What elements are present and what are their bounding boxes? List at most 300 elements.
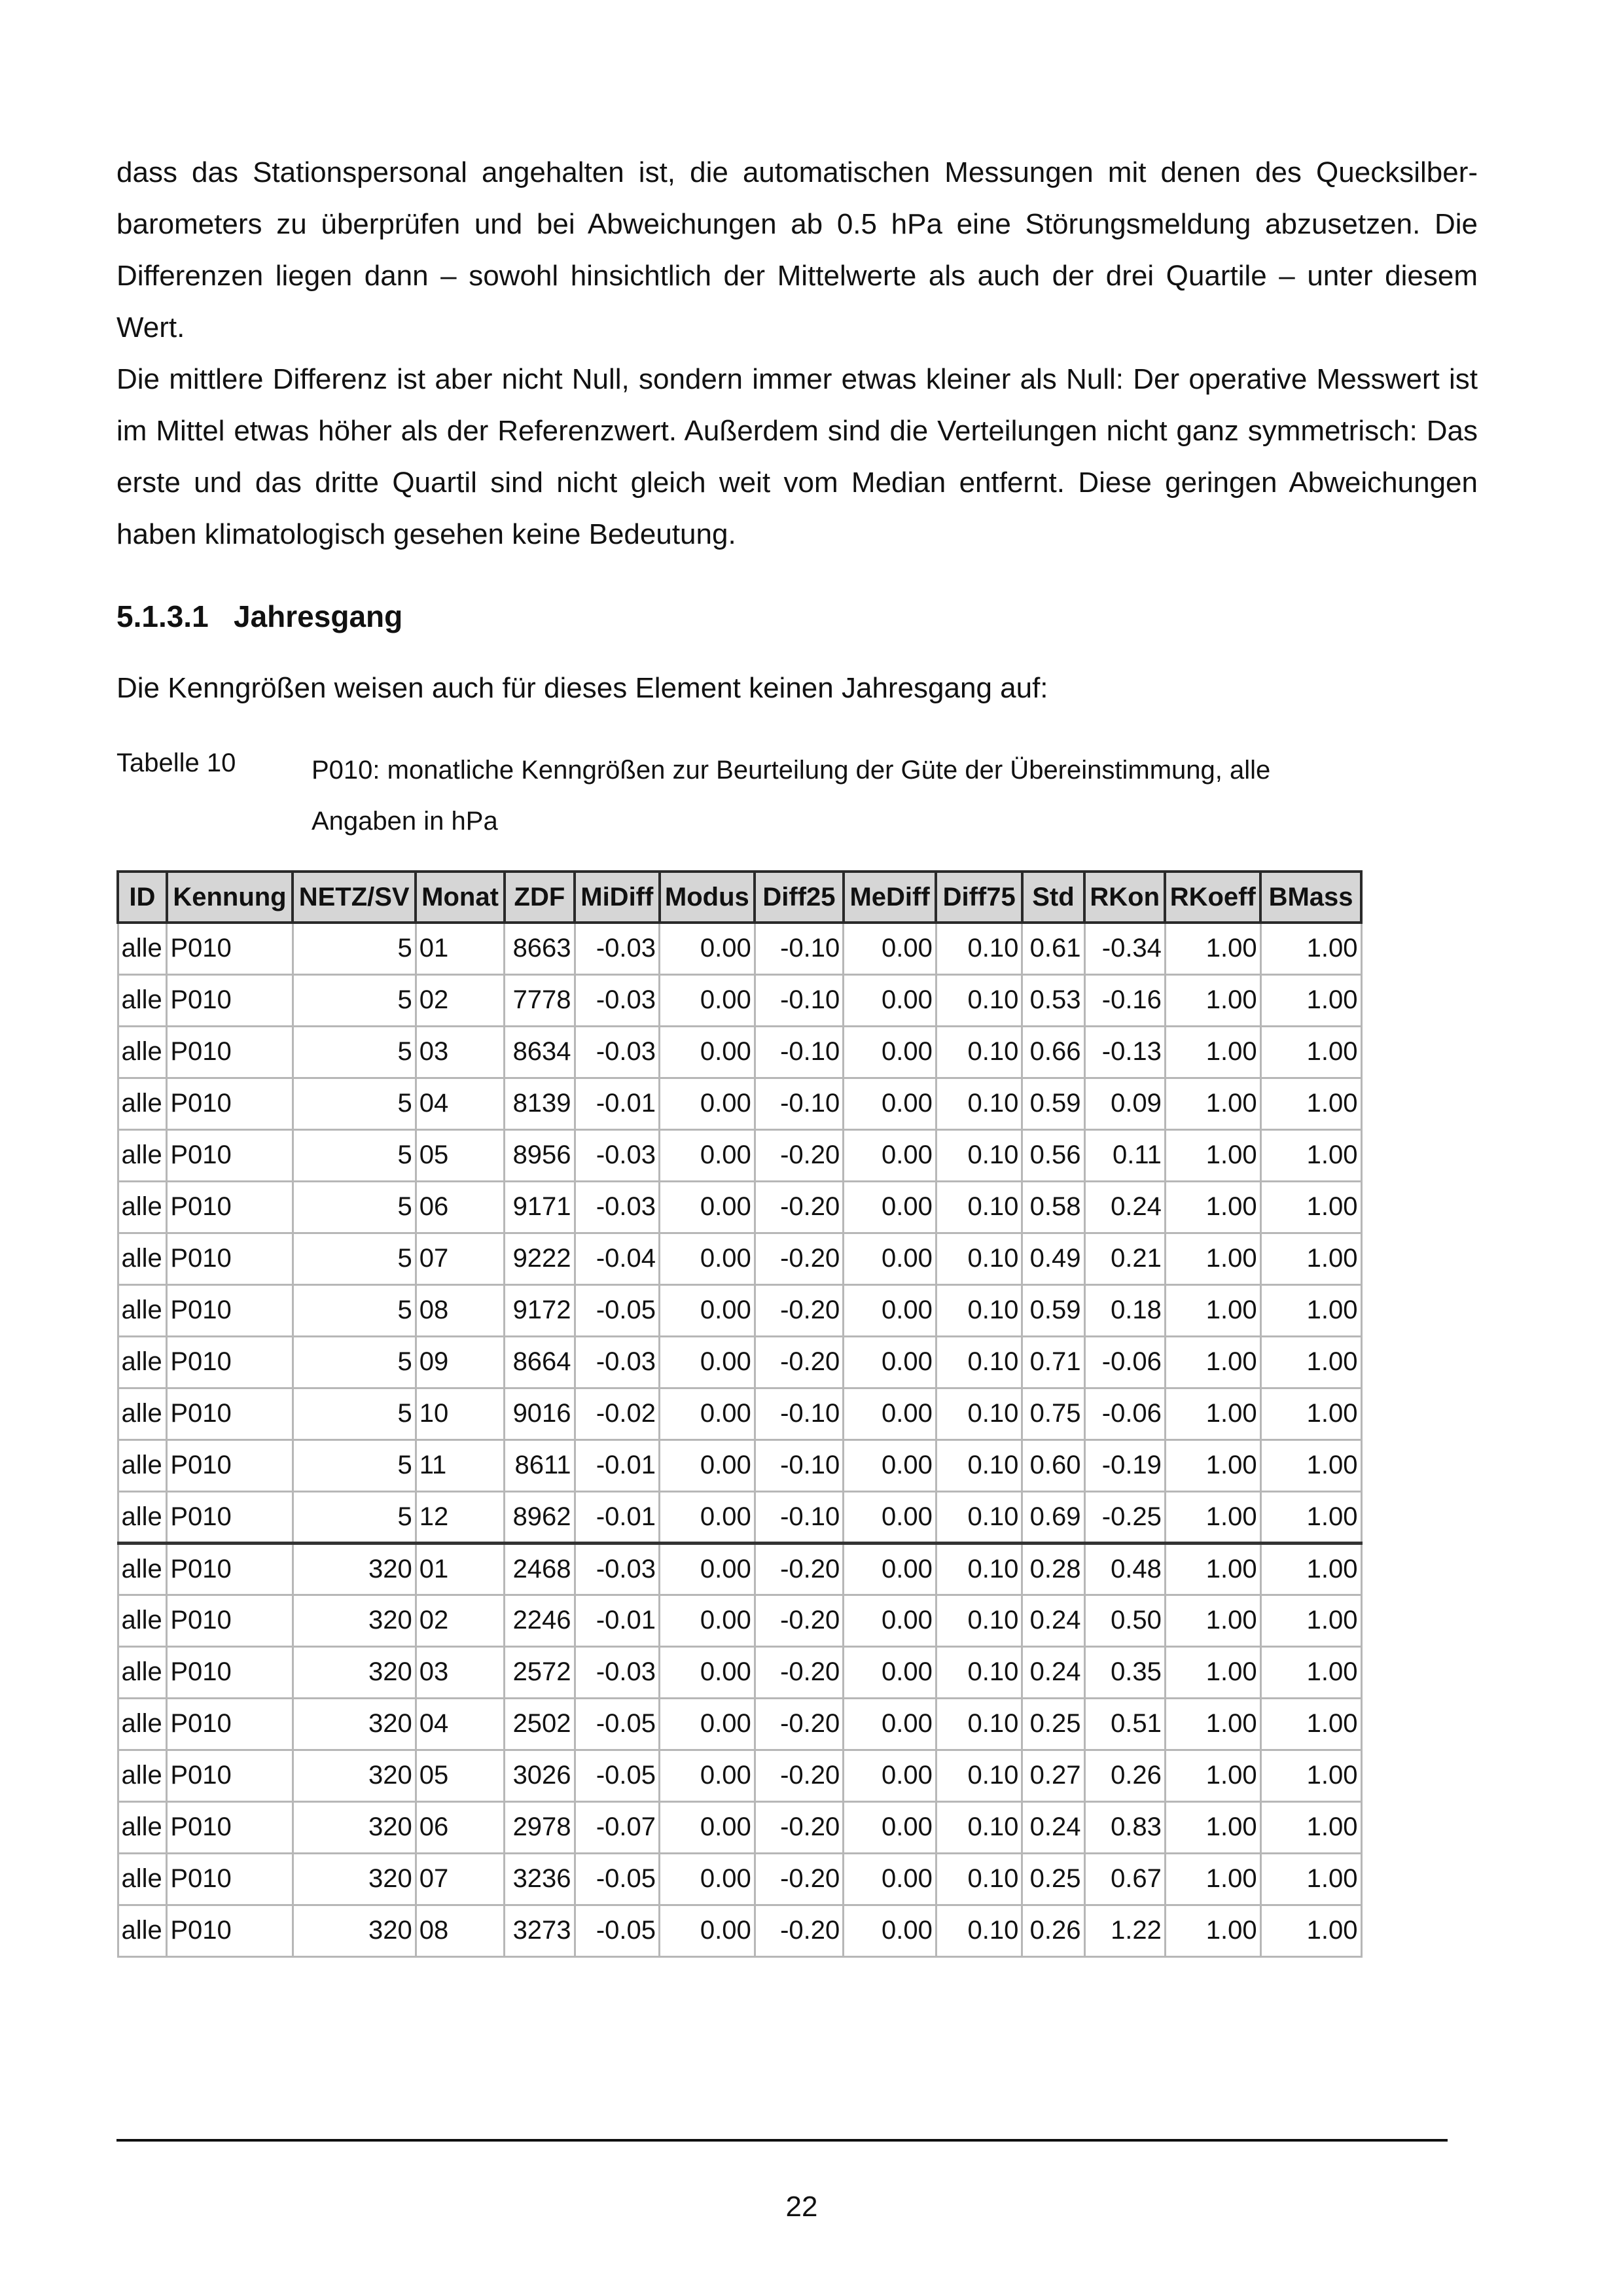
table-cell: P010 bbox=[167, 1698, 293, 1750]
table-cell: 1.00 bbox=[1260, 1026, 1361, 1078]
table-cell: 0.66 bbox=[1022, 1026, 1084, 1078]
table-cell: 0.10 bbox=[936, 1129, 1022, 1181]
table-cell: 1.00 bbox=[1165, 1129, 1260, 1181]
table-cell: 07 bbox=[416, 1853, 505, 1905]
table-row bbox=[118, 1026, 1361, 1078]
table-cell: 0.10 bbox=[936, 1439, 1022, 1491]
table-cell: 2502 bbox=[505, 1698, 575, 1750]
table-row bbox=[118, 1233, 1361, 1284]
table-cell: 0.10 bbox=[936, 1646, 1022, 1698]
table-cell: 1.00 bbox=[1165, 1336, 1260, 1388]
table-cell: 0.24 bbox=[1022, 1595, 1084, 1646]
table-cell: 0.00 bbox=[660, 1284, 755, 1336]
table-cell: 1.00 bbox=[1165, 1491, 1260, 1543]
paragraph: dass das Stationspersonal angehalten ist, die automatischen Messungen mit denen des Quecksilberbarometers zu überprüfen und bei Abweichungen ab 0.5 hPa eine Störungsmeldung abzusetzen. Die Differenzen liegen dann – sowohl hinsichtlich der Mittelwerte als auch der drei Quartile – unter diesem Wert. bbox=[116, 156, 1478, 344]
table-cell: P010 bbox=[167, 974, 293, 1026]
table-cell: alle bbox=[118, 1543, 167, 1595]
table-cell: 0.21 bbox=[1084, 1233, 1165, 1284]
table-cell: 0.00 bbox=[660, 1336, 755, 1388]
table-cell: 2572 bbox=[505, 1646, 575, 1698]
table-cell: 1.00 bbox=[1165, 1284, 1260, 1336]
table-cell: 06 bbox=[416, 1181, 505, 1233]
table-cell: 1.00 bbox=[1165, 1233, 1260, 1284]
table-cell: 0.00 bbox=[844, 1284, 936, 1336]
table-row bbox=[118, 1388, 1361, 1439]
table-cell: 0.00 bbox=[844, 1853, 936, 1905]
table-cell: 1.00 bbox=[1260, 1439, 1361, 1491]
table-cell: 1.00 bbox=[1165, 1388, 1260, 1439]
table-cell: 0.10 bbox=[936, 1388, 1022, 1439]
table-cell: 0.60 bbox=[1022, 1439, 1084, 1491]
table-cell: 09 bbox=[416, 1336, 505, 1388]
table-cell: 07 bbox=[416, 1233, 505, 1284]
table-cell: 1.00 bbox=[1165, 1595, 1260, 1646]
table-cell: -0.05 bbox=[575, 1853, 659, 1905]
table-cell: 8664 bbox=[505, 1336, 575, 1388]
table-cell: 0.25 bbox=[1022, 1853, 1084, 1905]
table-cell: 320 bbox=[293, 1543, 416, 1595]
table-cell: 1.00 bbox=[1165, 923, 1260, 974]
column-header: ID bbox=[118, 872, 167, 923]
table-cell: 0.83 bbox=[1084, 1801, 1165, 1853]
table-cell: -0.03 bbox=[575, 1646, 659, 1698]
table-cell: alle bbox=[118, 1078, 167, 1129]
table-cell: P010 bbox=[167, 1078, 293, 1129]
table-cell: 0.00 bbox=[844, 974, 936, 1026]
table-cell: alle bbox=[118, 1491, 167, 1543]
table-cell: -0.20 bbox=[755, 1129, 844, 1181]
table-cell: 5 bbox=[293, 1439, 416, 1491]
table-cell: 0.00 bbox=[660, 1905, 755, 1956]
table-cell: 3273 bbox=[505, 1905, 575, 1956]
table-cell: 1.00 bbox=[1165, 974, 1260, 1026]
table-cell: alle bbox=[118, 1750, 167, 1801]
table-cell: -0.20 bbox=[755, 1698, 844, 1750]
table-cell: 0.10 bbox=[936, 1543, 1022, 1595]
table-cell: 0.00 bbox=[660, 1439, 755, 1491]
table-cell: 0.00 bbox=[660, 1181, 755, 1233]
table-cell: P010 bbox=[167, 1388, 293, 1439]
table-cell: alle bbox=[118, 1595, 167, 1646]
table-cell: 1.00 bbox=[1165, 1853, 1260, 1905]
table-cell: -0.20 bbox=[755, 1646, 844, 1698]
table-cell: 5 bbox=[293, 1233, 416, 1284]
table-cell: 05 bbox=[416, 1129, 505, 1181]
table-cell: 0.58 bbox=[1022, 1181, 1084, 1233]
page-number: 22 bbox=[785, 2191, 818, 2223]
table-cell: -0.06 bbox=[1084, 1336, 1165, 1388]
table-cell: -0.10 bbox=[755, 1078, 844, 1129]
table-cell: 0.75 bbox=[1022, 1388, 1084, 1439]
table-row bbox=[118, 1078, 1361, 1129]
table-cell: 0.00 bbox=[844, 1078, 936, 1129]
section-heading: 5.1.3.1 Jahresgang bbox=[116, 599, 403, 633]
table-cell: 0.10 bbox=[936, 1595, 1022, 1646]
table-cell: -0.20 bbox=[755, 1233, 844, 1284]
table-cell: 1.00 bbox=[1165, 1543, 1260, 1595]
table-cell: 320 bbox=[293, 1595, 416, 1646]
table-cell: 01 bbox=[416, 923, 505, 974]
table-cell: 5 bbox=[293, 974, 416, 1026]
footer-divider bbox=[116, 2139, 1448, 2142]
table-cell: 0.00 bbox=[844, 1491, 936, 1543]
table-cell: -0.10 bbox=[755, 1439, 844, 1491]
table-cell: -0.20 bbox=[755, 1801, 844, 1853]
table-cell: 11 bbox=[416, 1439, 505, 1491]
table-cell: 0.67 bbox=[1084, 1853, 1165, 1905]
table-row bbox=[118, 1543, 1361, 1595]
table-cell: 320 bbox=[293, 1905, 416, 1956]
table-cell: 320 bbox=[293, 1853, 416, 1905]
table-cell: 9016 bbox=[505, 1388, 575, 1439]
table-row bbox=[118, 1181, 1361, 1233]
table-cell: 1.00 bbox=[1260, 1698, 1361, 1750]
paragraph: Die mittlere Differenz ist aber nicht Null, sondern immer etwas kleiner als Null: Der operative Messwert ist im Mittel etwas höher als der Referenzwert. Außerdem sind die Verteilungen nicht ganz symmetrisch: Das erste und das dritte Quartil sind nicht gleich weit vom Median entfernt. Diese geringen Abweichungen haben klimatologisch gesehen keine Bedeutung. bbox=[116, 363, 1478, 550]
table-cell: -0.20 bbox=[755, 1336, 844, 1388]
column-header: Std bbox=[1022, 872, 1084, 923]
table-cell: 0.00 bbox=[844, 923, 936, 974]
column-header: Modus bbox=[660, 872, 755, 923]
table-cell: 0.00 bbox=[844, 1336, 936, 1388]
table-cell: 0.26 bbox=[1084, 1750, 1165, 1801]
column-header: Kennung bbox=[167, 872, 293, 923]
table-cell: 5 bbox=[293, 923, 416, 974]
table-cell: 2978 bbox=[505, 1801, 575, 1853]
table-cell: P010 bbox=[167, 923, 293, 974]
table-cell: alle bbox=[118, 1646, 167, 1698]
table-cell: 0.51 bbox=[1084, 1698, 1165, 1750]
table-cell: alle bbox=[118, 1129, 167, 1181]
table-cell: 0.00 bbox=[660, 1698, 755, 1750]
table-cell: 0.24 bbox=[1084, 1181, 1165, 1233]
table-cell: P010 bbox=[167, 1129, 293, 1181]
table-row bbox=[118, 1129, 1361, 1181]
table-cell: 2468 bbox=[505, 1543, 575, 1595]
column-header: MeDiff bbox=[844, 872, 936, 923]
table-cell: 0.00 bbox=[660, 1129, 755, 1181]
table-cell: 1.00 bbox=[1260, 974, 1361, 1026]
table-cell: 2246 bbox=[505, 1595, 575, 1646]
table-cell: 08 bbox=[416, 1284, 505, 1336]
table-cell: -0.10 bbox=[755, 1026, 844, 1078]
table-cell: 1.00 bbox=[1165, 1698, 1260, 1750]
table-cell: 0.49 bbox=[1022, 1233, 1084, 1284]
table-cell: 9222 bbox=[505, 1233, 575, 1284]
table-row bbox=[118, 1698, 1361, 1750]
table-cell: alle bbox=[118, 1853, 167, 1905]
table-cell: 7778 bbox=[505, 974, 575, 1026]
table-cell: 03 bbox=[416, 1646, 505, 1698]
table-cell: -0.03 bbox=[575, 1026, 659, 1078]
table-cell: -0.19 bbox=[1084, 1439, 1165, 1491]
table-cell: alle bbox=[118, 923, 167, 974]
table-cell: -0.05 bbox=[575, 1698, 659, 1750]
table-cell: 0.53 bbox=[1022, 974, 1084, 1026]
table-cell: 0.00 bbox=[660, 974, 755, 1026]
table-cell: alle bbox=[118, 1698, 167, 1750]
table-cell: alle bbox=[118, 1439, 167, 1491]
table-cell: P010 bbox=[167, 1336, 293, 1388]
table-cell: 8634 bbox=[505, 1026, 575, 1078]
table-cell: 3026 bbox=[505, 1750, 575, 1801]
table-cell: 0.00 bbox=[844, 1026, 936, 1078]
table-row bbox=[118, 1853, 1361, 1905]
table-cell: 1.00 bbox=[1165, 1026, 1260, 1078]
table-header-row bbox=[118, 872, 1361, 923]
table-cell: 1.00 bbox=[1260, 1853, 1361, 1905]
table-cell: P010 bbox=[167, 1801, 293, 1853]
table-cell: 0.09 bbox=[1084, 1078, 1165, 1129]
table-cell: 0.28 bbox=[1022, 1543, 1084, 1595]
table-cell: -0.07 bbox=[575, 1801, 659, 1853]
table-cell: alle bbox=[118, 974, 167, 1026]
table-cell: 0.26 bbox=[1022, 1905, 1084, 1956]
table-cell: -0.01 bbox=[575, 1595, 659, 1646]
table-cell: 0.71 bbox=[1022, 1336, 1084, 1388]
table-row bbox=[118, 1284, 1361, 1336]
table-cell: 3236 bbox=[505, 1853, 575, 1905]
table-cell: alle bbox=[118, 1026, 167, 1078]
table-cell: 12 bbox=[416, 1491, 505, 1543]
table-cell: -0.05 bbox=[575, 1905, 659, 1956]
table-cell: 04 bbox=[416, 1078, 505, 1129]
column-header: Monat bbox=[416, 872, 505, 923]
table-cell: -0.10 bbox=[755, 1388, 844, 1439]
table-caption-label: Tabelle 10 bbox=[116, 749, 236, 777]
table-cell: 0.00 bbox=[844, 1595, 936, 1646]
table-cell: -0.01 bbox=[575, 1491, 659, 1543]
table-cell: 0.00 bbox=[660, 1388, 755, 1439]
table-cell: 1.00 bbox=[1260, 1595, 1361, 1646]
table-cell: P010 bbox=[167, 1491, 293, 1543]
table-cell: -0.13 bbox=[1084, 1026, 1165, 1078]
table-cell: 0.00 bbox=[844, 1181, 936, 1233]
body-text bbox=[116, 147, 1478, 560]
table-cell: 5 bbox=[293, 1129, 416, 1181]
table-cell: -0.03 bbox=[575, 1181, 659, 1233]
table-cell: 0.00 bbox=[660, 1491, 755, 1543]
table-cell: -0.01 bbox=[575, 1078, 659, 1129]
table-cell: 0.11 bbox=[1084, 1129, 1165, 1181]
table-cell: 8611 bbox=[505, 1439, 575, 1491]
table-cell: 0.18 bbox=[1084, 1284, 1165, 1336]
table-cell: P010 bbox=[167, 1233, 293, 1284]
table-cell: 0.00 bbox=[660, 1233, 755, 1284]
table-cell: 0.00 bbox=[844, 1388, 936, 1439]
table-row bbox=[118, 1491, 1361, 1543]
table-cell: alle bbox=[118, 1233, 167, 1284]
table-cell: -0.20 bbox=[755, 1595, 844, 1646]
table-cell: 0.00 bbox=[660, 1543, 755, 1595]
table-cell: -0.05 bbox=[575, 1750, 659, 1801]
table-cell: -0.20 bbox=[755, 1853, 844, 1905]
table-row bbox=[118, 1336, 1361, 1388]
table-cell: -0.10 bbox=[755, 923, 844, 974]
table-cell: 0.10 bbox=[936, 1905, 1022, 1956]
table-cell: 1.00 bbox=[1165, 1439, 1260, 1491]
table-cell: 1.00 bbox=[1260, 1233, 1361, 1284]
table-cell: 0.10 bbox=[936, 1026, 1022, 1078]
table-cell: 0.00 bbox=[660, 1078, 755, 1129]
column-header: ZDF bbox=[505, 872, 575, 923]
table-cell: 8956 bbox=[505, 1129, 575, 1181]
table-cell: 0.10 bbox=[936, 1233, 1022, 1284]
table-cell: -0.03 bbox=[575, 923, 659, 974]
table-cell: 0.24 bbox=[1022, 1646, 1084, 1698]
table-cell: 1.00 bbox=[1165, 1181, 1260, 1233]
table-cell: 0.00 bbox=[844, 1801, 936, 1853]
table-cell: 02 bbox=[416, 1595, 505, 1646]
table-cell: 0.10 bbox=[936, 1284, 1022, 1336]
table-cell: 5 bbox=[293, 1181, 416, 1233]
table-cell: 04 bbox=[416, 1698, 505, 1750]
table-cell: 1.00 bbox=[1260, 1750, 1361, 1801]
table-cell: 0.10 bbox=[936, 1853, 1022, 1905]
table-row bbox=[118, 1595, 1361, 1646]
table-cell: 1.00 bbox=[1260, 1181, 1361, 1233]
table-cell: P010 bbox=[167, 1026, 293, 1078]
table-cell: 1.00 bbox=[1260, 1388, 1361, 1439]
table-cell: 320 bbox=[293, 1801, 416, 1853]
table-cell: 1.22 bbox=[1084, 1905, 1165, 1956]
table-cell: 03 bbox=[416, 1026, 505, 1078]
table-cell: -0.03 bbox=[575, 1129, 659, 1181]
table-cell: 0.10 bbox=[936, 1801, 1022, 1853]
table-cell: 5 bbox=[293, 1026, 416, 1078]
table-cell: 320 bbox=[293, 1750, 416, 1801]
table-row bbox=[118, 923, 1361, 974]
table-cell: -0.01 bbox=[575, 1439, 659, 1491]
table-cell: -0.03 bbox=[575, 974, 659, 1026]
table-cell: alle bbox=[118, 1905, 167, 1956]
table-cell: 0.00 bbox=[660, 1853, 755, 1905]
intro-text: Die Kenngrößen weisen auch für dieses Element keinen Jahresgang auf: bbox=[116, 672, 1048, 704]
table-cell: 0.48 bbox=[1084, 1543, 1165, 1595]
table-cell: 0.10 bbox=[936, 923, 1022, 974]
table-cell: alle bbox=[118, 1181, 167, 1233]
table-cell: P010 bbox=[167, 1181, 293, 1233]
table-cell: -0.03 bbox=[575, 1336, 659, 1388]
table-cell: 1.00 bbox=[1165, 1078, 1260, 1129]
table-cell: 320 bbox=[293, 1646, 416, 1698]
table-row bbox=[118, 1646, 1361, 1698]
table-cell: -0.05 bbox=[575, 1284, 659, 1336]
table-cell: 5 bbox=[293, 1388, 416, 1439]
table-cell: 5 bbox=[293, 1336, 416, 1388]
table-cell: 0.00 bbox=[844, 1233, 936, 1284]
table-cell: 0.25 bbox=[1022, 1698, 1084, 1750]
table-cell: 1.00 bbox=[1165, 1905, 1260, 1956]
table-cell: 320 bbox=[293, 1698, 416, 1750]
table-cell: 0.50 bbox=[1084, 1595, 1165, 1646]
table-cell: 05 bbox=[416, 1750, 505, 1801]
table-cell: 0.00 bbox=[660, 1026, 755, 1078]
table-cell: 0.10 bbox=[936, 1181, 1022, 1233]
table-cell: P010 bbox=[167, 1284, 293, 1336]
table-cell: 0.00 bbox=[844, 1698, 936, 1750]
table-cell: -0.03 bbox=[575, 1543, 659, 1595]
table-cell: alle bbox=[118, 1336, 167, 1388]
table-cell: 0.00 bbox=[844, 1129, 936, 1181]
table-cell: 0.35 bbox=[1084, 1646, 1165, 1698]
table-cell: 0.56 bbox=[1022, 1129, 1084, 1181]
table-cell: 0.00 bbox=[660, 1646, 755, 1698]
table-cell: -0.10 bbox=[755, 974, 844, 1026]
table-cell: 0.10 bbox=[936, 1336, 1022, 1388]
table-cell: 8139 bbox=[505, 1078, 575, 1129]
table-cell: P010 bbox=[167, 1595, 293, 1646]
table-cell: 1.00 bbox=[1165, 1801, 1260, 1853]
table-cell: 1.00 bbox=[1165, 1750, 1260, 1801]
table-cell: 0.00 bbox=[844, 1646, 936, 1698]
table-cell: P010 bbox=[167, 1853, 293, 1905]
table-cell: 1.00 bbox=[1260, 1543, 1361, 1595]
table-cell: 08 bbox=[416, 1905, 505, 1956]
table-cell: 0.59 bbox=[1022, 1284, 1084, 1336]
table-cell: 06 bbox=[416, 1801, 505, 1853]
table-cell: 0.00 bbox=[844, 1905, 936, 1956]
table-cell: -0.20 bbox=[755, 1181, 844, 1233]
table-cell: 1.00 bbox=[1260, 923, 1361, 974]
table-cell: alle bbox=[118, 1388, 167, 1439]
table-cell: 0.00 bbox=[844, 1543, 936, 1595]
column-header: RKoeff bbox=[1165, 872, 1260, 923]
table-cell: 1.00 bbox=[1260, 1129, 1361, 1181]
table-caption-text: P010: monatliche Kenngrößen zur Beurteilung der Güte der Übereinstimmung, alle Angaben in hPa bbox=[312, 756, 1271, 836]
table-cell: 1.00 bbox=[1260, 1801, 1361, 1853]
table-cell: -0.02 bbox=[575, 1388, 659, 1439]
table-cell: 0.00 bbox=[844, 1750, 936, 1801]
table-cell: 0.10 bbox=[936, 1078, 1022, 1129]
table-cell: 1.00 bbox=[1260, 1646, 1361, 1698]
table-cell: 5 bbox=[293, 1284, 416, 1336]
column-header: BMass bbox=[1260, 872, 1361, 923]
table-cell: alle bbox=[118, 1284, 167, 1336]
table-cell: 5 bbox=[293, 1491, 416, 1543]
column-header: MiDiff bbox=[575, 872, 659, 923]
table-cell: 1.00 bbox=[1260, 1336, 1361, 1388]
table-cell: -0.25 bbox=[1084, 1491, 1165, 1543]
table-cell: P010 bbox=[167, 1905, 293, 1956]
table-body bbox=[118, 923, 1361, 1956]
table-cell: 1.00 bbox=[1260, 1905, 1361, 1956]
table-cell: -0.20 bbox=[755, 1750, 844, 1801]
table-cell: -0.34 bbox=[1084, 923, 1165, 974]
table-cell: -0.10 bbox=[755, 1491, 844, 1543]
table-cell: 0.59 bbox=[1022, 1078, 1084, 1129]
table-cell: 0.69 bbox=[1022, 1491, 1084, 1543]
table-cell: P010 bbox=[167, 1646, 293, 1698]
table-cell: P010 bbox=[167, 1439, 293, 1491]
column-header: Diff75 bbox=[936, 872, 1022, 923]
table-row bbox=[118, 1439, 1361, 1491]
table-cell: 0.00 bbox=[660, 1750, 755, 1801]
table-cell: -0.20 bbox=[755, 1905, 844, 1956]
table-cell: -0.20 bbox=[755, 1543, 844, 1595]
column-header: NETZ/SV bbox=[293, 872, 416, 923]
table-cell: 8663 bbox=[505, 923, 575, 974]
table-cell: 1.00 bbox=[1260, 1284, 1361, 1336]
table-cell: 0.00 bbox=[844, 1439, 936, 1491]
table-cell: 01 bbox=[416, 1543, 505, 1595]
table-cell: -0.20 bbox=[755, 1284, 844, 1336]
table-cell: -0.16 bbox=[1084, 974, 1165, 1026]
table-row bbox=[118, 1801, 1361, 1853]
table-cell: 02 bbox=[416, 974, 505, 1026]
data-table bbox=[116, 870, 1363, 1958]
table-cell: 0.00 bbox=[660, 1801, 755, 1853]
table-cell: -0.06 bbox=[1084, 1388, 1165, 1439]
